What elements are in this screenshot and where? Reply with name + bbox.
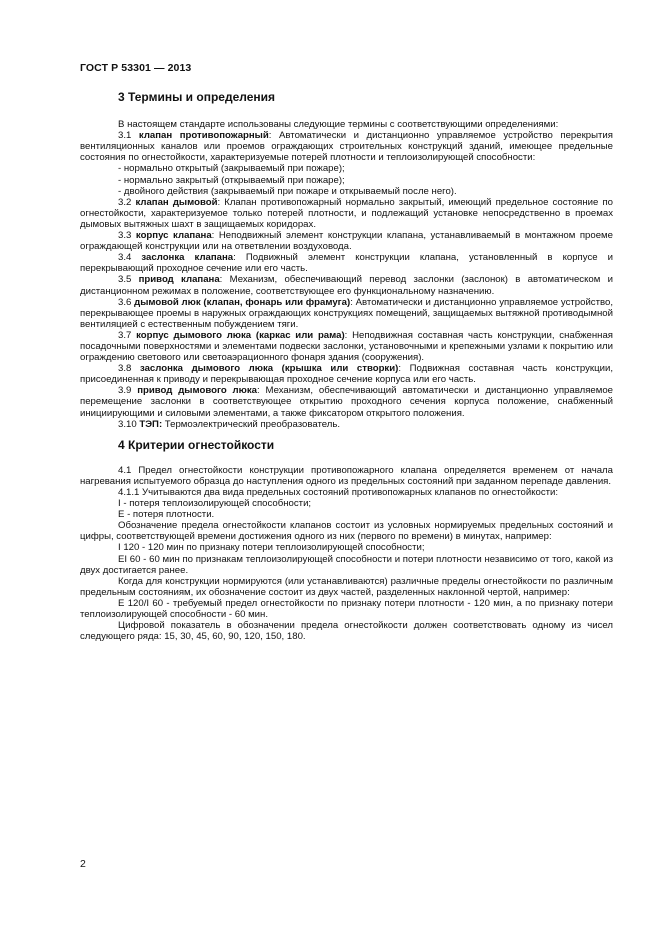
term-definition: : Подвижный элемент конструкции клапана, установленный в корпусе и перекрывающий проходное сечение или его часть. — [80, 252, 613, 275]
list-item: - нормально открытый (закрываемый при пожаре); — [118, 163, 345, 175]
term-name: клапан противопожарный — [138, 130, 269, 142]
term-3-2 — [80, 197, 613, 230]
term-number: 3.9 — [118, 385, 132, 397]
term-number: 3.8 — [118, 363, 132, 375]
list-item: - нормально закрытый (открываемый при пожаре); — [118, 174, 345, 186]
term-number: 3.3 — [118, 230, 132, 242]
term-definition: : Клапан противопожарный нормально закрытый, имеющий предельное состояние по огнестойкости, характеризуемое только потерей плотности, и подлежащий установке непосредственно в проемах дымовых вытяжных шахт в защищаемых коридорах. — [80, 196, 613, 230]
term-3-5 — [80, 274, 613, 296]
term-name: клапан дымовой — [135, 196, 218, 208]
example-ei60: EI 60 - 60 мин по признакам теплоизолирующей способности и потери плотности независимо от того, какой из двух достигается ранее. — [80, 553, 613, 576]
section-3-intro: В настоящем стандарте использованы следующие термины с соответствующими определениями: — [118, 119, 559, 131]
term-number: 3.7 — [118, 329, 132, 341]
term-definition: : Автоматически и дистанционно управляемое устройство перекрытия вентиляционных каналов или проемов ограждающих строительных конструкций зданий, имеющее предельные состояния по огнестойкости, характеризуемые потерей плотности и теплоизолирующей способности: — [80, 130, 613, 164]
section-4-heading: 4 Критерии огнестойкости — [118, 437, 275, 452]
term-3-4 — [80, 252, 613, 274]
term-3-10 — [80, 419, 613, 430]
section-3-heading: 3 Термины и определения — [118, 90, 276, 104]
term-name: заслонка клапана — [141, 252, 234, 264]
example-i120: I 120 - 120 мин по признаку потери теплоизолирующей способности; — [118, 542, 425, 554]
list-item: - двойного действия (закрываемый при пожаре и открываемый после него). — [118, 185, 457, 197]
term-number: 3.2 — [118, 196, 132, 208]
paragraph-digit-series: Цифровой показатель в обозначении предела огнестойкости должен соответствовать одному из чисел следующего ряда: 15, 30, 45, 60, 90, 120, 150, 180. — [80, 620, 613, 643]
paragraph-4-1: 4.1 Предел огнестойкости конструкции противопожарного клапана определяется временем от начала нагревания испытуемого образца до наступления одного из предельных состояний при заданном перепаде давления. — [80, 464, 613, 487]
paragraph-designation: Обозначение предела огнестойкости клапанов состоит из условных нормируемых предельных состояний и цифры, соответствующей времени достижения одного из них (первого по времени) в минутах, например: — [80, 520, 613, 543]
term-name: корпус дымового люка (каркас или рама) — [136, 329, 345, 341]
term-definition: : Неподвижный элемент конструкции клапана, устанавливаемый в монтажном проеме ограждающей конструкции или на ответвлении воздуховода. — [80, 230, 613, 253]
paragraph-4-1-1: 4.1.1 Учитываются два вида предельных состояний противопожарных клапанов по огнестойкости: — [118, 487, 559, 498]
document-body — [80, 86, 613, 642]
term-3-6 — [80, 297, 613, 330]
term-definition: : Подвижная составная часть конструкции, присоединенная к приводу и перекрывающая проходное сечение корпуса или его часть. — [80, 363, 613, 386]
term-definition: : Механизм, обеспечивающий перевод заслонки (заслонок) в автоматическом и дистанционном режимах в положение, соответствующее его функциональному назначению. — [80, 274, 613, 297]
term-3-9 — [80, 385, 613, 418]
term-number: 3.6 — [118, 296, 132, 308]
term-name: ТЭП: — [139, 418, 163, 430]
term-definition: : Неподвижная составная часть конструкции, снабженная посадочными поверхностями и элементами подвески заслонки, установочными и крепежными узлами к покрытию или ограждению светового или светоаэрационного фонаря здания (сооружения). — [80, 329, 614, 364]
term-3-1 — [80, 130, 613, 163]
term-3-8 — [80, 363, 613, 385]
term-number: 3.4 — [118, 252, 132, 264]
term-number: 3.1 — [118, 130, 132, 142]
example-e120-i60: Е 120/I 60 - требуемый предел огнестойкости по признаку потери плотности - 120 мин, а по признаку потери теплоизолирующей способности - 60 мин. — [80, 597, 613, 621]
page-number: 2 — [80, 858, 86, 870]
limit-state-i: I - потеря теплоизолирующей способности; — [118, 498, 312, 510]
term-3-7 — [80, 330, 613, 363]
term-name: привод клапана — [138, 274, 220, 286]
term-name: заслонка дымового люка (крышка или створки) — [139, 363, 399, 375]
term-name: корпус клапана — [135, 230, 212, 242]
term-definition: : Автоматически и дистанционно управляемое устройство, перекрывающее проемы в наружных ограждающих конструкциях помещений, защищаемых вытяжной противодымной вентиляцией с естественным побуждением тяги. — [80, 296, 613, 330]
paragraph-different-limits: Когда для конструкции нормируются (или устанавливаются) различные пределы огнестойкости по различным предельным состояниям, их обозначение состоит из двух частей, разделенных наклонной чертой, например: — [80, 575, 613, 598]
term-name: дымовой люк (клапан, фонарь или фрамуга) — [134, 296, 351, 308]
limit-state-e: Е - потеря плотности. — [118, 509, 215, 521]
document-code-header: ГОСТ Р 53301 — 2013 — [80, 62, 192, 74]
term-name: привод дымового люка — [137, 385, 257, 397]
term-number: 3.10 — [118, 418, 137, 430]
term-definition: : Механизм, обеспечивающий автоматически и дистанционно управляемое перемещение заслонки в соответствующее открытию проходного сечения корпуса положение, снабженный инициирующими и силовыми элементами, а также фиксатором открытого положения. — [80, 385, 613, 419]
term-3-3 — [80, 230, 613, 252]
term-definition: Термоэлектрический преобразователь. — [162, 418, 341, 430]
term-number: 3.5 — [118, 274, 132, 286]
